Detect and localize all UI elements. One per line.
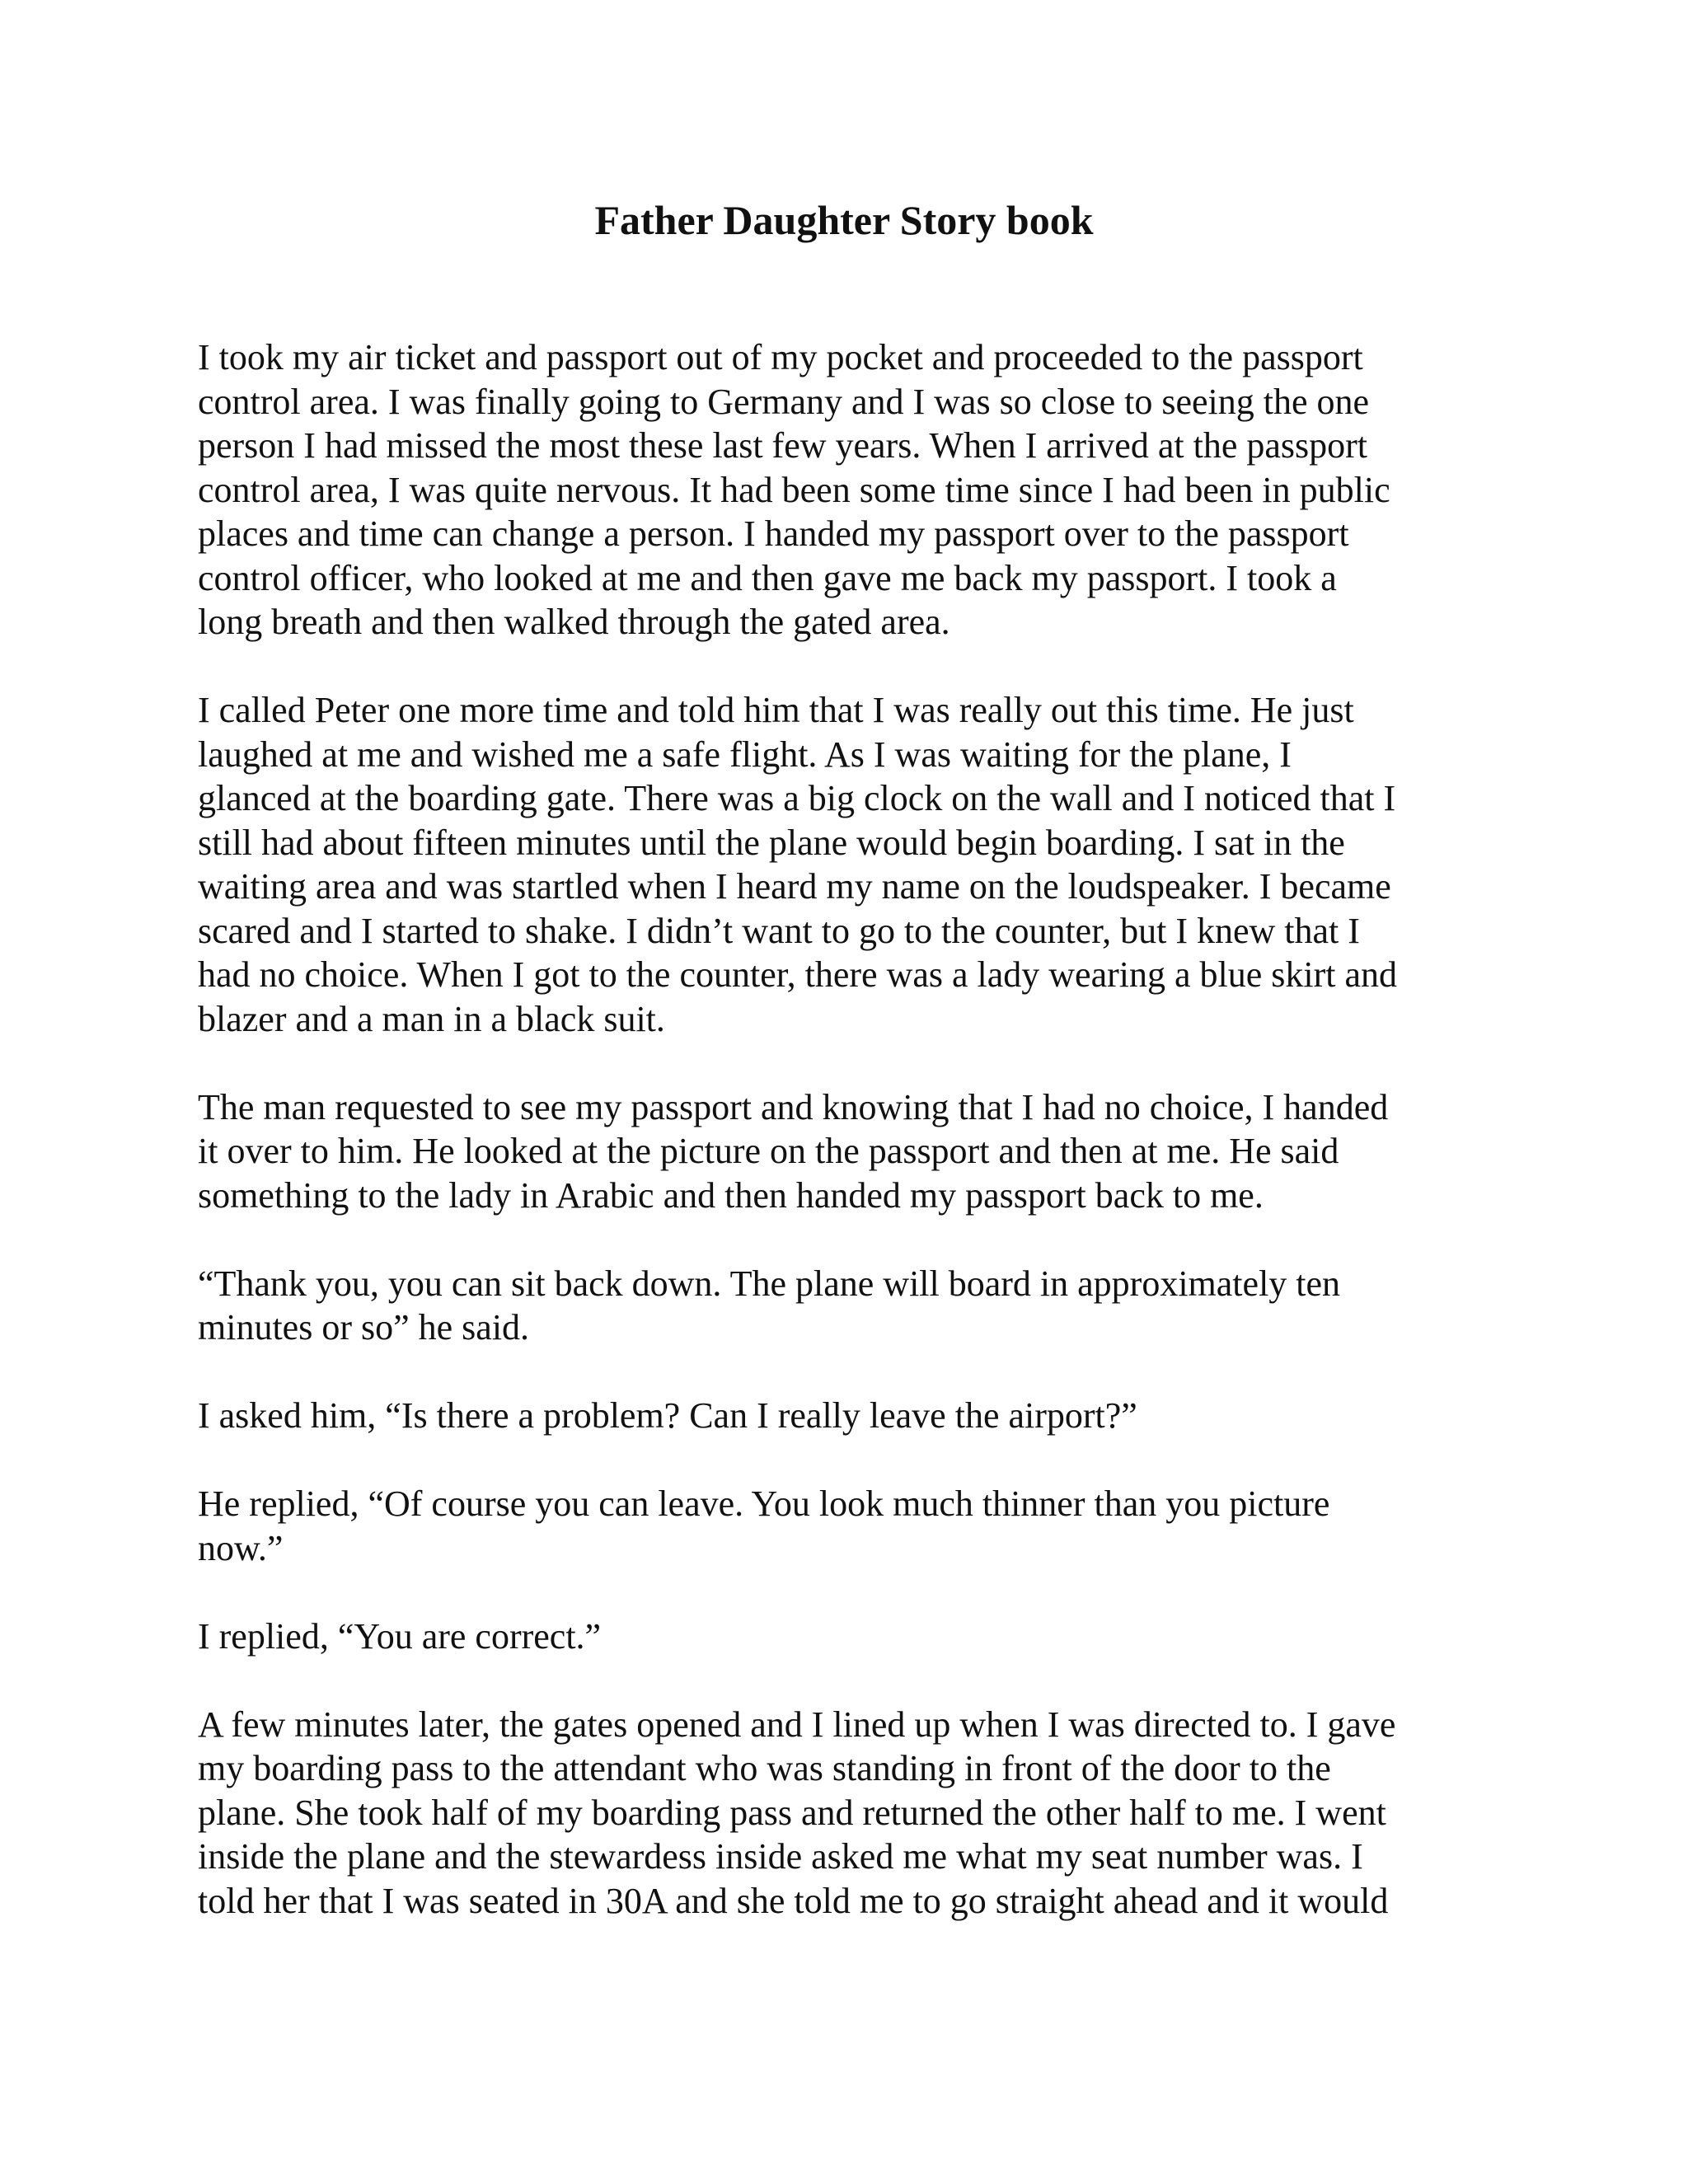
page-title: Father Daughter Story book [594, 197, 1094, 243]
text-line: glanced at the boarding gate. There was a big clock on the wall and I noticed that I [198, 778, 1396, 818]
text-line: told her that I was seated in 30A and she told me to go straight ahead and it would [198, 1880, 1389, 1921]
text-line: plane. She took half of my boarding pass and returned the other half to me. I went [198, 1792, 1386, 1833]
text-line: something to the lady in Arabic and then handed my passport back to me. [198, 1174, 1264, 1216]
text-line: I replied, “You are correct.” [198, 1615, 602, 1657]
text-line: it over to him. He looked at the picture on the passport and then at me. He said [198, 1131, 1339, 1171]
body-paragraph [198, 1615, 1492, 1659]
text-line: The man requested to see my passport and knowing that I had no choice, I handed [198, 1086, 1389, 1127]
body-paragraph [198, 1262, 1492, 1350]
body-paragraph [198, 688, 1492, 1041]
text-line: still had about fifteen minutes until the plane would begin boarding. I sat in the [198, 822, 1345, 863]
text-line: He replied, “Of course you can leave. You look much thinner than you picture [198, 1483, 1330, 1524]
body-paragraph [198, 1482, 1492, 1570]
text-line: control officer, who looked at me and then gave me back my passport. I took a [198, 557, 1337, 598]
body-paragraph [198, 335, 1492, 644]
body-paragraph [198, 1703, 1492, 1924]
text-line: laughed at me and wished me a safe flight. As I was waiting for the plane, I [198, 733, 1292, 775]
text-line: control area, I was quite nervous. It had been some time since I had been in public [198, 469, 1390, 510]
text-line: inside the plane and the stewardess inside asked me what my seat number was. I [198, 1836, 1363, 1877]
text-line: I asked him, “Is there a problem? Can I really leave the airport?” [198, 1395, 1137, 1436]
text-line: long breath and then walked through the gated area. [198, 602, 950, 642]
text-line: “Thank you, you can sit back down. The plane will board in approximately ten [198, 1263, 1341, 1304]
text-line: I took my air ticket and passport out of my pocket and proceeded to the passport [198, 337, 1363, 377]
text-line: scared and I started to shake. I didn’t want to go to the counter, but I knew that I [198, 910, 1360, 951]
body-paragraph [198, 1394, 1492, 1438]
text-line: blazer and a man in a black suit. [198, 998, 665, 1039]
text-line: I called Peter one more time and told him that I was really out this time. He just [198, 690, 1354, 730]
text-line: now.” [198, 1527, 284, 1568]
text-line: my boarding pass to the attendant who was standing in front of the door to the [198, 1748, 1331, 1788]
text-line: had no choice. When I got to the counter, there was a lady wearing a blue skirt and [198, 954, 1398, 995]
text-line: A few minutes later, the gates opened and I lined up when I was directed to. I gave [198, 1704, 1396, 1745]
document-body [198, 335, 1492, 1967]
text-line: minutes or so” he said. [198, 1307, 530, 1347]
text-line: control area. I was finally going to Germany and I was so close to seeing the one [198, 381, 1370, 422]
body-paragraph [198, 1085, 1492, 1218]
text-line: person I had missed the most these last few years. When I arrived at the passport [198, 425, 1367, 466]
text-line: places and time can change a person. I handed my passport over to the passport [198, 513, 1349, 554]
text-line: waiting area and was startled when I heard my name on the loudspeaker. I became [198, 866, 1391, 907]
